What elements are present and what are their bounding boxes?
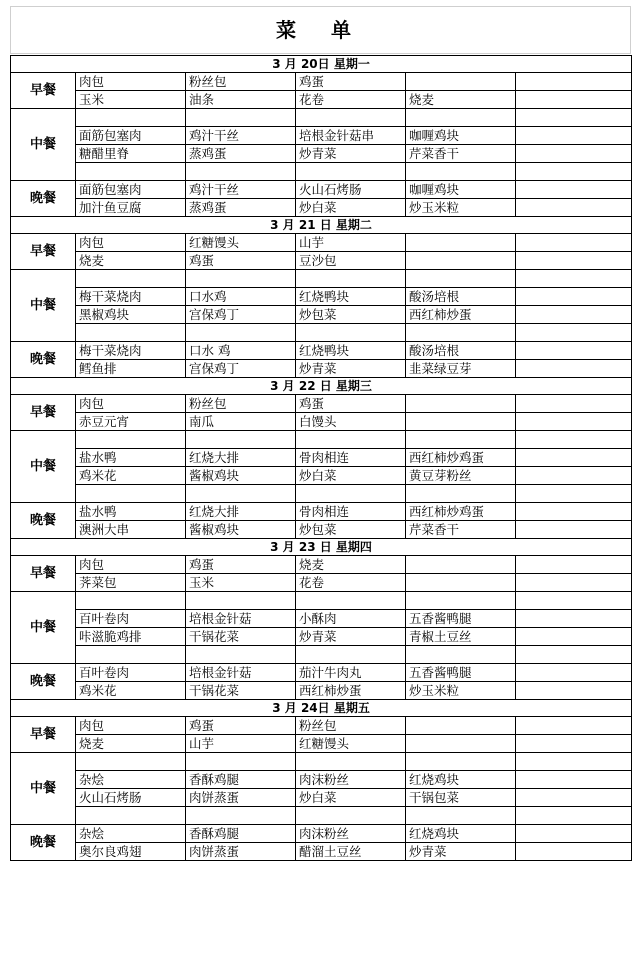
- dish-cell: 炒包菜: [296, 306, 406, 324]
- meal-label: 中餐: [11, 270, 76, 342]
- meal-label: 早餐: [11, 234, 76, 270]
- dish-cell: 红烧鸡块: [406, 825, 516, 843]
- dish-cell: [516, 234, 632, 252]
- dish-cell: 鸡蛋: [186, 252, 296, 270]
- dish-cell: [406, 431, 516, 449]
- menu-row: [11, 163, 632, 181]
- menu-row: [11, 646, 632, 664]
- dish-cell: 肉饼蒸蛋: [186, 789, 296, 807]
- dish-cell: 西红柿炒鸡蛋: [406, 449, 516, 467]
- date-row: [11, 378, 632, 395]
- dish-cell: [76, 753, 186, 771]
- dish-cell: [296, 163, 406, 181]
- meal-label: 早餐: [11, 73, 76, 109]
- dish-cell: [516, 91, 632, 109]
- dish-cell: [296, 270, 406, 288]
- dish-cell: 肉沫粉丝: [296, 825, 406, 843]
- dish-cell: [406, 395, 516, 413]
- dish-cell: 茄汁牛肉丸: [296, 664, 406, 682]
- dish-cell: [516, 717, 632, 735]
- dish-cell: [76, 646, 186, 664]
- dish-cell: 红糖馒头: [186, 234, 296, 252]
- dish-cell: 酸汤培根: [406, 342, 516, 360]
- dish-cell: [516, 610, 632, 628]
- meal-label: 中餐: [11, 753, 76, 825]
- date-header: 3 月 20日 星期一: [11, 56, 632, 73]
- date-row: [11, 56, 632, 73]
- dish-cell: [516, 342, 632, 360]
- dish-cell: 五香酱鸭腿: [406, 664, 516, 682]
- dish-cell: 梅干菜烧肉: [76, 342, 186, 360]
- menu-row: [11, 753, 632, 771]
- dish-cell: 咖喱鸡块: [406, 127, 516, 145]
- page-title: 菜 单: [10, 6, 631, 54]
- dish-cell: 炒青菜: [296, 628, 406, 646]
- dish-cell: [516, 825, 632, 843]
- menu-row: [11, 395, 632, 413]
- dish-cell: 鸡蛋: [296, 395, 406, 413]
- dish-cell: 黄豆芽粉丝: [406, 467, 516, 485]
- menu-row: [11, 521, 632, 539]
- dish-cell: [186, 270, 296, 288]
- dish-cell: 干锅花菜: [186, 628, 296, 646]
- dish-cell: [516, 521, 632, 539]
- dish-cell: [186, 646, 296, 664]
- meal-label: 晚餐: [11, 181, 76, 217]
- dish-cell: [406, 574, 516, 592]
- dish-cell: 芹菜香干: [406, 521, 516, 539]
- dish-cell: 培根金针菇串: [296, 127, 406, 145]
- menu-row: [11, 717, 632, 735]
- dish-cell: [516, 485, 632, 503]
- dish-cell: [516, 306, 632, 324]
- dish-cell: 鸡米花: [76, 682, 186, 700]
- dish-cell: [516, 843, 632, 861]
- dish-cell: [406, 807, 516, 825]
- dish-cell: 烧麦: [296, 556, 406, 574]
- meal-label: 中餐: [11, 592, 76, 664]
- dish-cell: [186, 163, 296, 181]
- dish-cell: 荠菜包: [76, 574, 186, 592]
- dish-cell: [516, 574, 632, 592]
- dish-cell: 红烧大排: [186, 449, 296, 467]
- menu-row: [11, 342, 632, 360]
- date-row: [11, 700, 632, 717]
- date-header: 3 月 22 日 星期三: [11, 378, 632, 395]
- dish-cell: 烧麦: [406, 91, 516, 109]
- dish-cell: 花卷: [296, 574, 406, 592]
- dish-cell: [516, 431, 632, 449]
- dish-cell: 南瓜: [186, 413, 296, 431]
- dish-cell: [516, 288, 632, 306]
- dish-cell: [296, 807, 406, 825]
- dish-cell: 盐水鸭: [76, 449, 186, 467]
- dish-cell: [76, 270, 186, 288]
- meal-label: 早餐: [11, 556, 76, 592]
- meal-label: 晚餐: [11, 342, 76, 378]
- dish-cell: 肉包: [76, 717, 186, 735]
- dish-cell: [516, 199, 632, 217]
- dish-cell: 油条: [186, 91, 296, 109]
- dish-cell: [516, 592, 632, 610]
- dish-cell: 西红柿炒蛋: [296, 682, 406, 700]
- dish-cell: 鸡汁干丝: [186, 127, 296, 145]
- dish-cell: [406, 324, 516, 342]
- dish-cell: [516, 664, 632, 682]
- dish-cell: 黑椒鸡块: [76, 306, 186, 324]
- dish-cell: 青椒土豆丝: [406, 628, 516, 646]
- menu-row: [11, 556, 632, 574]
- menu-row: [11, 789, 632, 807]
- menu-row: [11, 735, 632, 753]
- dish-cell: [516, 413, 632, 431]
- dish-cell: 西红柿炒蛋: [406, 306, 516, 324]
- date-row: [11, 539, 632, 556]
- dish-cell: [406, 485, 516, 503]
- dish-cell: [186, 109, 296, 127]
- meal-label: 中餐: [11, 431, 76, 503]
- date-header: 3 月 23 日 星期四: [11, 539, 632, 556]
- dish-cell: 百叶卷肉: [76, 610, 186, 628]
- dish-cell: [76, 592, 186, 610]
- dish-cell: 红烧大排: [186, 503, 296, 521]
- dish-cell: [406, 163, 516, 181]
- dish-cell: 肉包: [76, 556, 186, 574]
- dish-cell: 宫保鸡丁: [186, 306, 296, 324]
- dish-cell: [516, 252, 632, 270]
- dish-cell: [296, 324, 406, 342]
- meal-label: 早餐: [11, 717, 76, 753]
- menu-row: [11, 574, 632, 592]
- dish-cell: 火山石烤肠: [76, 789, 186, 807]
- dish-cell: 炒白菜: [296, 789, 406, 807]
- menu-row: [11, 431, 632, 449]
- menu-row: [11, 503, 632, 521]
- dish-cell: [516, 145, 632, 163]
- dish-cell: 杂烩: [76, 825, 186, 843]
- menu-row: [11, 306, 632, 324]
- dish-cell: 杂烩: [76, 771, 186, 789]
- menu-row: [11, 485, 632, 503]
- dish-cell: 口水鸡: [186, 288, 296, 306]
- dish-cell: 骨肉相连: [296, 503, 406, 521]
- dish-cell: [406, 735, 516, 753]
- menu-table-body: [11, 56, 632, 861]
- dish-cell: 炒玉米粒: [406, 682, 516, 700]
- dish-cell: 咔滋脆鸡排: [76, 628, 186, 646]
- dish-cell: 红烧鸭块: [296, 342, 406, 360]
- dish-cell: [516, 395, 632, 413]
- dish-cell: [516, 771, 632, 789]
- menu-row: [11, 145, 632, 163]
- dish-cell: 面筋包塞肉: [76, 181, 186, 199]
- dish-cell: 奥尔良鸡翅: [76, 843, 186, 861]
- dish-cell: [516, 556, 632, 574]
- dish-cell: [76, 109, 186, 127]
- dish-cell: 炒玉米粒: [406, 199, 516, 217]
- dish-cell: [76, 163, 186, 181]
- dish-cell: 澳洲大串: [76, 521, 186, 539]
- menu-row: [11, 109, 632, 127]
- dish-cell: 粉丝包: [186, 73, 296, 91]
- date-row: [11, 217, 632, 234]
- dish-cell: 烧麦: [76, 252, 186, 270]
- dish-cell: 鸡汁干丝: [186, 181, 296, 199]
- dish-cell: 蒸鸡蛋: [186, 199, 296, 217]
- menu-row: [11, 288, 632, 306]
- dish-cell: [406, 413, 516, 431]
- dish-cell: 肉包: [76, 234, 186, 252]
- dish-cell: [516, 73, 632, 91]
- dish-cell: [76, 485, 186, 503]
- menu-row: [11, 682, 632, 700]
- menu-row: [11, 664, 632, 682]
- menu-row: [11, 843, 632, 861]
- dish-cell: 鸡蛋: [186, 556, 296, 574]
- menu-row: [11, 449, 632, 467]
- dish-cell: [406, 556, 516, 574]
- dish-cell: [516, 270, 632, 288]
- dish-cell: 肉包: [76, 73, 186, 91]
- menu-row: [11, 467, 632, 485]
- dish-cell: 加汁鱼豆腐: [76, 199, 186, 217]
- dish-cell: 鸡米花: [76, 467, 186, 485]
- dish-cell: 山芋: [186, 735, 296, 753]
- meal-label: 早餐: [11, 395, 76, 431]
- dish-cell: 炒青菜: [296, 145, 406, 163]
- menu-row: [11, 181, 632, 199]
- dish-cell: 鸡蛋: [296, 73, 406, 91]
- dish-cell: 芹菜香干: [406, 145, 516, 163]
- dish-cell: [406, 270, 516, 288]
- date-header: 3 月 24日 星期五: [11, 700, 632, 717]
- dish-cell: [516, 467, 632, 485]
- dish-cell: 百叶卷肉: [76, 664, 186, 682]
- dish-cell: [406, 234, 516, 252]
- dish-cell: 酱椒鸡块: [186, 467, 296, 485]
- dish-cell: [406, 252, 516, 270]
- dish-cell: 培根金针菇: [186, 610, 296, 628]
- dish-cell: [516, 503, 632, 521]
- dish-cell: [406, 646, 516, 664]
- dish-cell: [186, 431, 296, 449]
- dish-cell: 烧麦: [76, 735, 186, 753]
- dish-cell: 山芋: [296, 234, 406, 252]
- dish-cell: [296, 485, 406, 503]
- dish-cell: [516, 628, 632, 646]
- dish-cell: [406, 753, 516, 771]
- menu-row: [11, 807, 632, 825]
- dish-cell: 赤豆元宵: [76, 413, 186, 431]
- dish-cell: [186, 324, 296, 342]
- dish-cell: [406, 109, 516, 127]
- menu-row: [11, 771, 632, 789]
- dish-cell: [516, 163, 632, 181]
- date-header: 3 月 21 日 星期二: [11, 217, 632, 234]
- dish-cell: [296, 592, 406, 610]
- menu-row: [11, 252, 632, 270]
- dish-cell: 宫保鸡丁: [186, 360, 296, 378]
- menu-row: [11, 73, 632, 91]
- dish-cell: 肉饼蒸蛋: [186, 843, 296, 861]
- dish-cell: [516, 324, 632, 342]
- dish-cell: 西红柿炒鸡蛋: [406, 503, 516, 521]
- dish-cell: 韭菜绿豆芽: [406, 360, 516, 378]
- dish-cell: [516, 646, 632, 664]
- dish-cell: 红烧鸭块: [296, 288, 406, 306]
- dish-cell: 咖喱鸡块: [406, 181, 516, 199]
- dish-cell: 玉米: [186, 574, 296, 592]
- menu-row: [11, 199, 632, 217]
- meal-label: 晚餐: [11, 664, 76, 700]
- dish-cell: 白馒头: [296, 413, 406, 431]
- dish-cell: 肉包: [76, 395, 186, 413]
- menu-row: [11, 825, 632, 843]
- dish-cell: 肉沫粉丝: [296, 771, 406, 789]
- dish-cell: 火山石烤肠: [296, 181, 406, 199]
- menu-row: [11, 628, 632, 646]
- dish-cell: [516, 360, 632, 378]
- dish-cell: [76, 324, 186, 342]
- menu-row: [11, 610, 632, 628]
- meal-label: 晚餐: [11, 825, 76, 861]
- dish-cell: 鸡蛋: [186, 717, 296, 735]
- dish-cell: 骨肉相连: [296, 449, 406, 467]
- dish-cell: 梅干菜烧肉: [76, 288, 186, 306]
- dish-cell: [76, 807, 186, 825]
- menu-row: [11, 234, 632, 252]
- dish-cell: 玉米: [76, 91, 186, 109]
- menu-row: [11, 127, 632, 145]
- dish-cell: 红糖馒头: [296, 735, 406, 753]
- dish-cell: 盐水鸭: [76, 503, 186, 521]
- dish-cell: 炒白菜: [296, 199, 406, 217]
- dish-cell: [186, 592, 296, 610]
- dish-cell: 炒青菜: [296, 360, 406, 378]
- dish-cell: 粉丝包: [296, 717, 406, 735]
- dish-cell: [516, 753, 632, 771]
- dish-cell: [186, 807, 296, 825]
- dish-cell: 干锅花菜: [186, 682, 296, 700]
- menu-row: [11, 360, 632, 378]
- dish-cell: 炒白菜: [296, 467, 406, 485]
- menu-row: [11, 413, 632, 431]
- dish-cell: [406, 73, 516, 91]
- dish-cell: 粉丝包: [186, 395, 296, 413]
- dish-cell: 面筋包塞肉: [76, 127, 186, 145]
- dish-cell: [516, 449, 632, 467]
- dish-cell: [516, 109, 632, 127]
- dish-cell: 红烧鸡块: [406, 771, 516, 789]
- dish-cell: 小酥肉: [296, 610, 406, 628]
- dish-cell: [516, 127, 632, 145]
- dish-cell: [516, 735, 632, 753]
- dish-cell: [296, 753, 406, 771]
- menu-row: [11, 592, 632, 610]
- dish-cell: 酸汤培根: [406, 288, 516, 306]
- dish-cell: [516, 789, 632, 807]
- dish-cell: [296, 646, 406, 664]
- dish-cell: 五香酱鸭腿: [406, 610, 516, 628]
- meal-label: 中餐: [11, 109, 76, 181]
- dish-cell: [76, 431, 186, 449]
- dish-cell: [406, 717, 516, 735]
- dish-cell: [516, 181, 632, 199]
- dish-cell: 豆沙包: [296, 252, 406, 270]
- dish-cell: 糖醋里脊: [76, 145, 186, 163]
- dish-cell: 香酥鸡腿: [186, 771, 296, 789]
- dish-cell: [406, 592, 516, 610]
- dish-cell: [186, 753, 296, 771]
- dish-cell: 培根金针菇: [186, 664, 296, 682]
- dish-cell: 鳕鱼排: [76, 360, 186, 378]
- dish-cell: 干锅包菜: [406, 789, 516, 807]
- dish-cell: [296, 109, 406, 127]
- menu-row: [11, 270, 632, 288]
- dish-cell: 花卷: [296, 91, 406, 109]
- dish-cell: 酱椒鸡块: [186, 521, 296, 539]
- dish-cell: 口水 鸡: [186, 342, 296, 360]
- dish-cell: [186, 485, 296, 503]
- dish-cell: 醋溜土豆丝: [296, 843, 406, 861]
- dish-cell: 炒青菜: [406, 843, 516, 861]
- menu-row: [11, 324, 632, 342]
- dish-cell: [516, 682, 632, 700]
- menu-row: [11, 91, 632, 109]
- menu-table: [10, 55, 632, 861]
- dish-cell: 蒸鸡蛋: [186, 145, 296, 163]
- meal-label: 晚餐: [11, 503, 76, 539]
- dish-cell: 炒包菜: [296, 521, 406, 539]
- dish-cell: 香酥鸡腿: [186, 825, 296, 843]
- dish-cell: [296, 431, 406, 449]
- dish-cell: [516, 807, 632, 825]
